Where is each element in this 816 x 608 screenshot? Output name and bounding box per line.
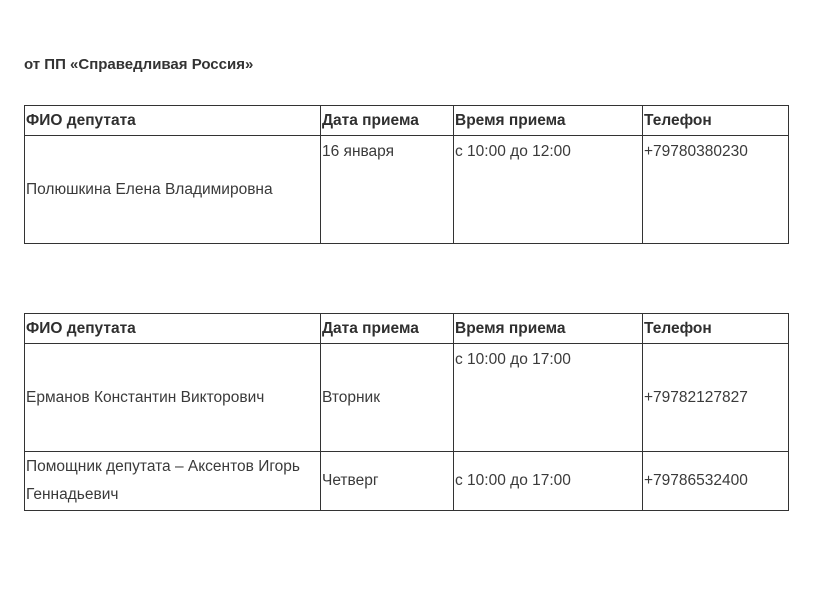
header-name: ФИО депутата: [25, 314, 321, 344]
reception-time-cell: с 10:00 до 12:00: [454, 136, 643, 244]
table-header-row: [25, 106, 789, 136]
reception-time-cell: с 10:00 до 17:00: [454, 452, 643, 511]
reception-table-1: [24, 105, 789, 244]
reception-date-cell: 16 января: [321, 136, 454, 244]
deputy-name-cell: Ерманов Константин Викторович: [25, 344, 321, 452]
phone-cell: +79780380230: [643, 136, 789, 244]
reception-date-cell: Четверг: [321, 452, 454, 511]
header-date: Дата приема: [321, 106, 454, 136]
header-time: Время приема: [454, 106, 643, 136]
deputy-name-cell: Помощник депутата – Аксентов Игорь Геннадьевич: [25, 452, 321, 511]
header-phone: Телефон: [643, 106, 789, 136]
table-row: [25, 344, 789, 452]
phone-cell: +79782127827: [643, 344, 789, 452]
table-row: [25, 136, 789, 244]
table-row: [25, 452, 789, 511]
reception-table-2: [24, 313, 789, 511]
header-name: ФИО депутата: [25, 106, 321, 136]
header-time: Время приема: [454, 314, 643, 344]
section-heading: от ПП «Справедливая Россия»: [24, 56, 254, 73]
phone-cell: +79786532400: [643, 452, 789, 511]
header-date: Дата приема: [321, 314, 454, 344]
reception-time-cell: с 10:00 до 17:00: [454, 344, 643, 452]
reception-date-cell: Вторник: [321, 344, 454, 452]
table-header-row: [25, 314, 789, 344]
deputy-name-cell: Полюшкина Елена Владимировна: [25, 136, 321, 244]
header-phone: Телефон: [643, 314, 789, 344]
